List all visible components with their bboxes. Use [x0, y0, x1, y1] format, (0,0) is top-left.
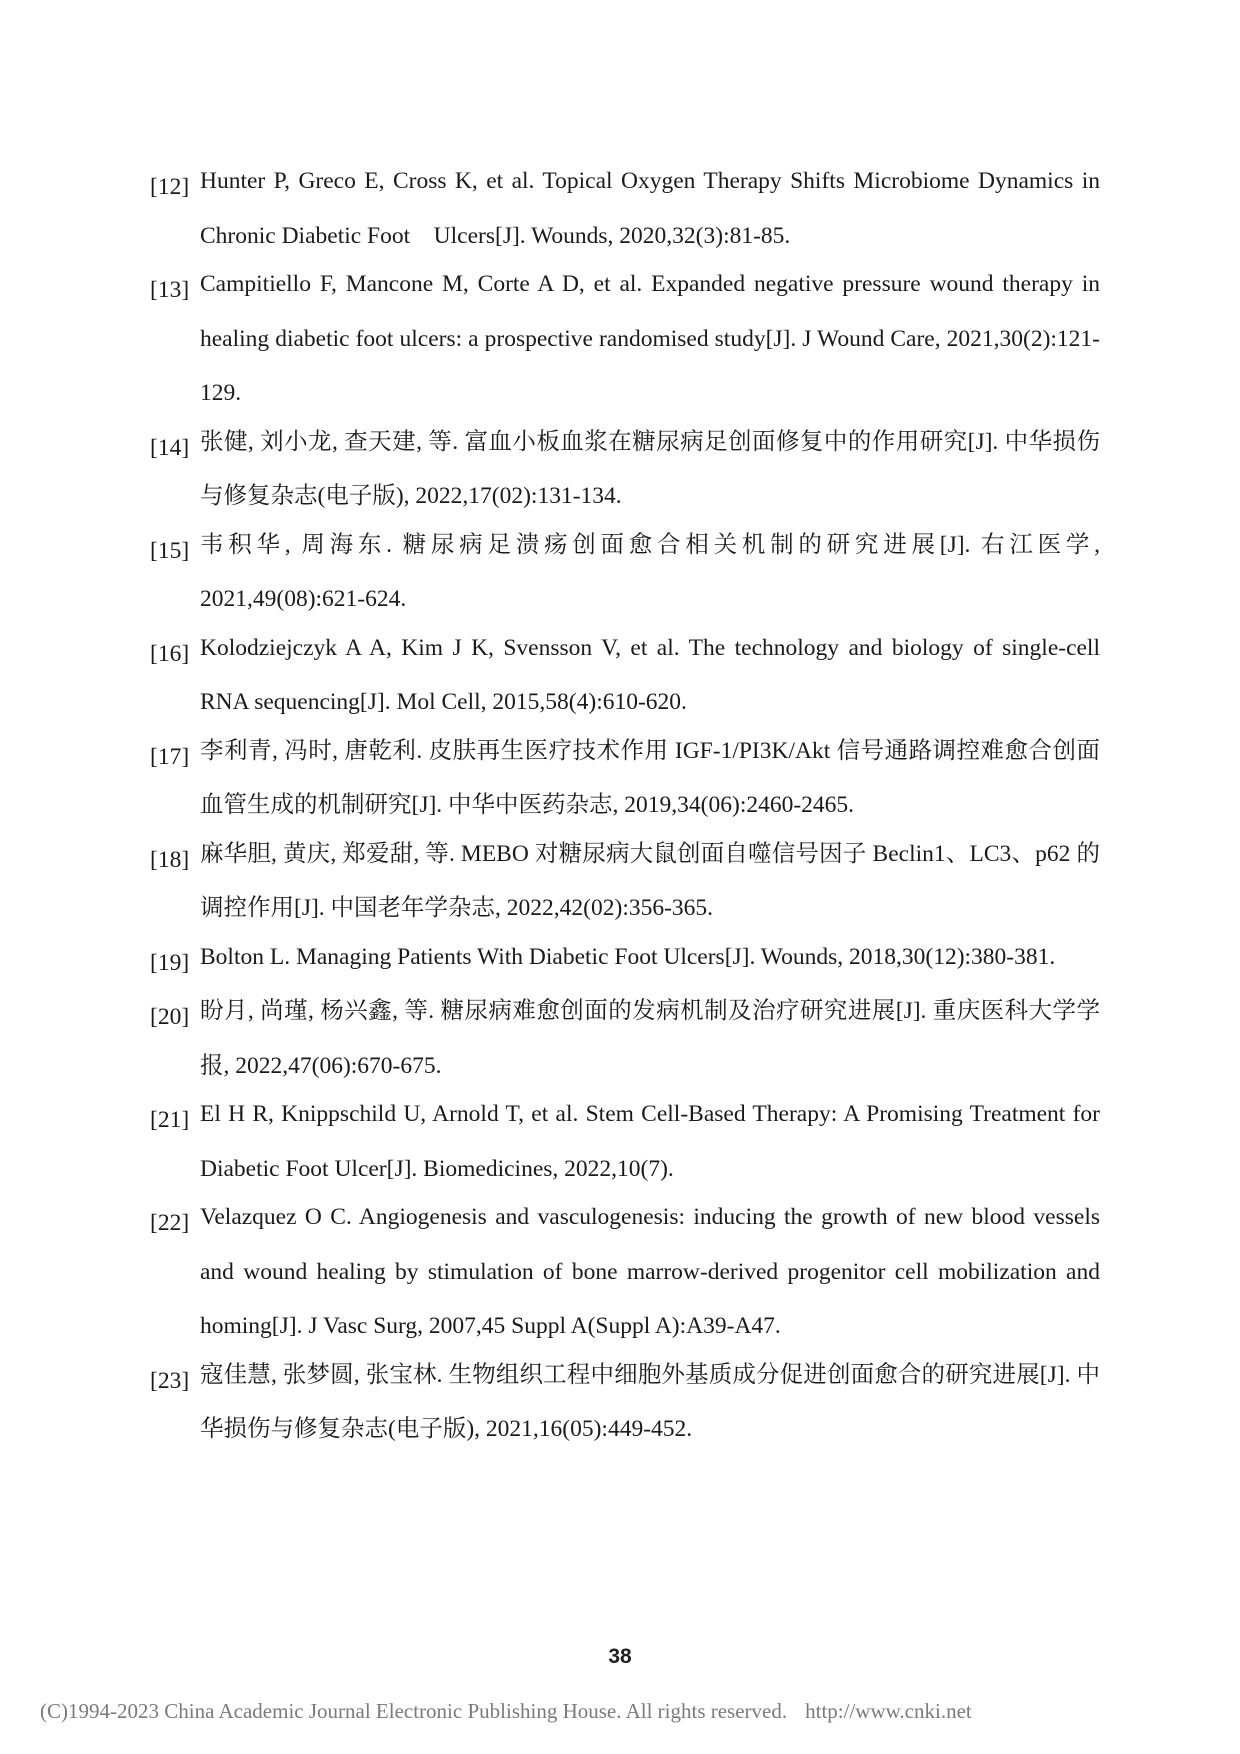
- reference-item: [150, 421, 1100, 524]
- reference-item: [150, 936, 1100, 991]
- reference-text: 寇佳慧, 张梦圆, 张宝林. 生物组织工程中细胞外基质成分促进创面愈合的研究进展[J]. 中华损伤与修复杂志(电子版), 2021,16(05):449-452.: [200, 1361, 1100, 1442]
- reference-item: [150, 990, 1100, 1093]
- reference-text: 张健, 刘小龙, 查天建, 等. 富血小板血浆在糖尿病足创面修复中的作用研究[J]. 中华损伤与修复杂志(电子版), 2022,17(02):131-134.: [200, 428, 1100, 509]
- copyright-text: (C)1994-2023 China Academic Journal Electronic Publishing House. All rights reserved.: [40, 1699, 788, 1723]
- reference-text: Kolodziejczyk A A, Kim J K, Svensson V, et al. The technology and biology of single-cell RNA sequencing[J]. Mol Cell, 2015,58(4):610-620.: [200, 634, 1100, 715]
- reference-item: [150, 730, 1100, 833]
- reference-number: [14]: [150, 434, 190, 461]
- reference-number: [20]: [150, 1004, 190, 1030]
- reference-item: [150, 1354, 1100, 1457]
- reference-text: Hunter P, Greco E, Cross K, et al. Topical Oxygen Therapy Shifts Microbiome Dynamics in Chronic Diabetic Foot Ulcers[J]. Wounds, 2020,32(3):81-85.: [200, 168, 1100, 249]
- reference-list: [150, 160, 1100, 1457]
- reference-text: 盼月, 尚瑾, 杨兴鑫, 等. 糖尿病难愈创面的发病机制及治疗研究进展[J]. 重庆医科大学学报, 2022,47(06):670-675.: [200, 998, 1100, 1079]
- reference-item: [150, 833, 1100, 936]
- reference-text: El H R, Knippschild U, Arnold T, et al. Stem Cell-Based Therapy: A Promising Treatment for Diabetic Foot Ulcer[J]. Biomedicines, 2022,10(7).: [200, 1101, 1100, 1182]
- reference-number: [13]: [150, 277, 190, 303]
- reference-number: [21]: [150, 1107, 190, 1133]
- reference-number: [12]: [150, 174, 190, 200]
- reference-text: 韦积华, 周海东. 糖尿病足溃疡创面愈合相关机制的研究进展[J]. 右江医学, 2021,49(08):621-624.: [200, 531, 1100, 612]
- reference-number: [15]: [150, 537, 190, 564]
- reference-text: 李利青, 冯时, 唐乾利. 皮肤再生医疗技术作用 IGF-1/PI3K/Akt 信号通路调控难愈合创面血管生成的机制研究[J]. 中华中医药杂志, 2019,34(06):2460-2465.: [200, 737, 1100, 818]
- reference-text: Velazquez O C. Angiogenesis and vasculogenesis: inducing the growth of new blood vessels and wound healing by stimulation of bone marrow-derived progenitor cell mobilization and homing[J]. J Vasc Surg, 2007,45 Suppl A(Suppl A):A39-A47.: [200, 1204, 1100, 1339]
- reference-item: [150, 263, 1100, 421]
- reference-text: 麻华胆, 黄庆, 郑爱甜, 等. MEBO 对糖尿病大鼠创面自噬信号因子 Beclin1、LC3、p62 的调控作用[J]. 中国老年学杂志, 2022,42(02):356-365.: [200, 840, 1100, 921]
- reference-item: [150, 160, 1100, 263]
- reference-number: [23]: [150, 1367, 190, 1394]
- reference-text: Bolton L. Managing Patients With Diabetic Foot Ulcers[J]. Wounds, 2018,30(12):380-381.: [200, 943, 1056, 970]
- reference-number: [18]: [150, 846, 190, 873]
- reference-item: [150, 524, 1100, 627]
- reference-item: [150, 627, 1100, 730]
- reference-item: [150, 1093, 1100, 1196]
- reference-item: [150, 1196, 1100, 1354]
- footer-url: http://www.cnki.net: [805, 1699, 972, 1723]
- reference-number: [17]: [150, 743, 190, 770]
- copyright-footer: [40, 1699, 1220, 1724]
- page-number: 38: [608, 1645, 632, 1668]
- reference-number: [22]: [150, 1210, 190, 1236]
- reference-text: Campitiello F, Mancone M, Corte A D, et al. Expanded negative pressure wound therapy in healing diabetic foot ulcers: a prospective randomised study[J]. J Wound Care, 2021,30(2):121-129.: [200, 271, 1100, 406]
- reference-number: [16]: [150, 640, 190, 667]
- reference-number: [19]: [150, 949, 190, 976]
